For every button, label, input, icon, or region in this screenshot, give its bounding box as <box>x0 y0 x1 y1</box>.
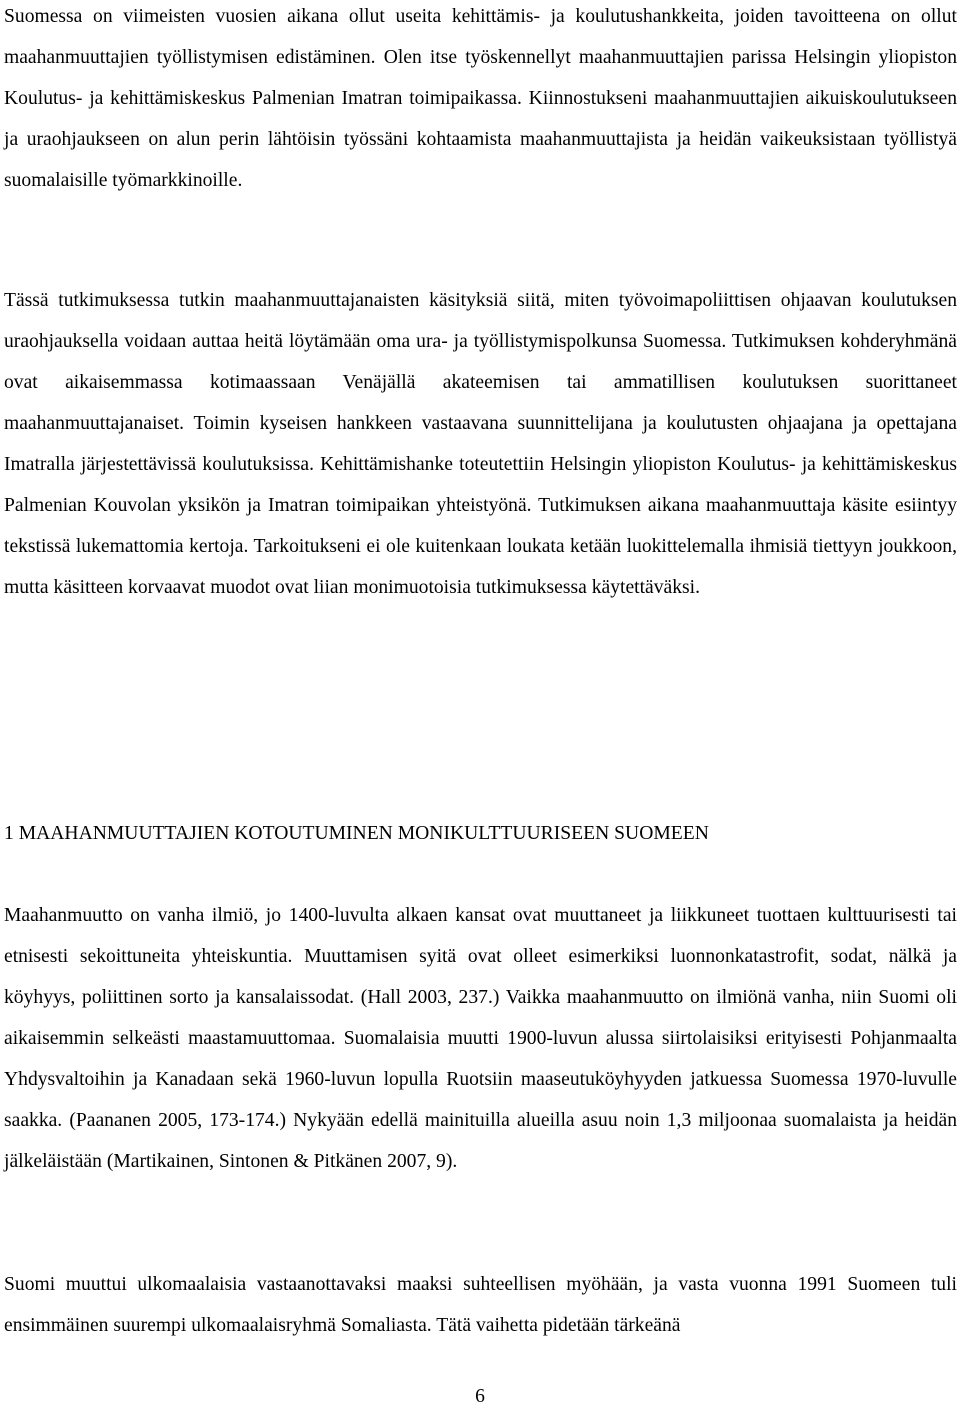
page-number: 6 <box>475 1386 485 1407</box>
paragraph-migration-history: Maahanmuutto on vanha ilmiö, jo 1400-luvulta alkaen kansat ovat muuttaneet ja liikkuneet tuottaen kulttuurisesti tai etnisesti sekoittuneita yhteiskuntia. Muuttamisen syitä ovat olleet esimerkiksi luonnonkatastrofit, sodat, nälkä ja köyhyys, poliittinen sorto ja kansalaissodat. (Hall 2003, 237.) Vaikka maahanmuutto on ilmiönä vanha, niin Suomi oli aikaisemmin selkeästi maastamuuttomaa. Suomalaisia muutti 1900-luvun alussa siirtolaisiksi erityisesti Pohjanmaalta Yhdysvaltoihin ja Kanadaan sekä 1960-luvun lopulla Ruotsiin maaseutuköyhyyden jatkuessa Suomessa 1970-luvulle saakka. (Paananen 2005, 173-174.) Nykyään edellä mainituilla alueilla asuu noin 1,3 miljoonaa suomalaista ja heidän jälkeläistään (Martikainen, Sintonen & Pitkänen 2007, 9). <box>4 905 957 1172</box>
section-heading: 1 MAAHANMUUTTAJIEN KOTOUTUMINEN MONIKULTTUURISEEN SUOMEEN <box>4 823 709 844</box>
paragraph-finland-immigration: Suomi muuttui ulkomaalaisia vastaanottavaksi maaksi suhteellisen myöhään, ja vasta vuonna 1991 Suomeen tuli ensimmäinen suurempi ulkomaalaisryhmä Somaliasta. Tätä vaihetta pidetään tärkeänä <box>4 1274 957 1336</box>
paragraph-intro: Suomessa on viimeisten vuosien aikana ollut useita kehittämis- ja koulutushankkeita, joiden tavoitteena on ollut maahanmuuttajien työllistymisen edistäminen. Olen itse työskennellyt maahanmuuttajien parissa Helsingin yliopiston Koulutus- ja kehittämiskeskus Palmenian Imatran toimipaikassa. Kiinnostukseni maahanmuuttajien aikuiskoulutukseen ja uraohjaukseen on alun perin lähtöisin työssäni kohtaamista maahanmuuttajista ja heidän vaikeuksistaan työllistyä suomalaisille työmarkkinoille. <box>4 6 957 191</box>
paragraph-research-topic: Tässä tutkimuksessa tutkin maahanmuuttajanaisten käsityksiä siitä, miten työvoimapoliittisen ohjaavan koulutuksen uraohjauksella voidaan auttaa heitä löytämään oma ura- ja työllistymispolkunsa Suomessa. Tutkimuksen kohderyhmänä ovat aikaisemmassa kotimaassaan Venäjällä akateemisen tai ammatillisen koulutuksen suorittaneet maahanmuuttajanaiset. Toimin kyseisen hankkeen vastaavana suunnittelijana ja koulutusten ohjaajana ja opettajana Imatralla järjestettävissä koulutuksissa. Kehittämishanke toteutettiin Helsingin yliopiston Koulutus- ja kehittämiskeskus Palmenian Kouvolan yksikön ja Imatran toimipaikan yhteistyönä. Tutkimuksen aikana maahanmuuttaja käsite esiintyy tekstissä lukemattomia kertoja. Tarkoitukseni ei ole kuitenkaan loukata ketään luokittelemalla ihmisiä tiettyyn joukkoon, mutta käsitteen korvaavat muodot ovat liian monimuotoisia tutkimuksessa käytettäväksi. <box>4 290 957 598</box>
